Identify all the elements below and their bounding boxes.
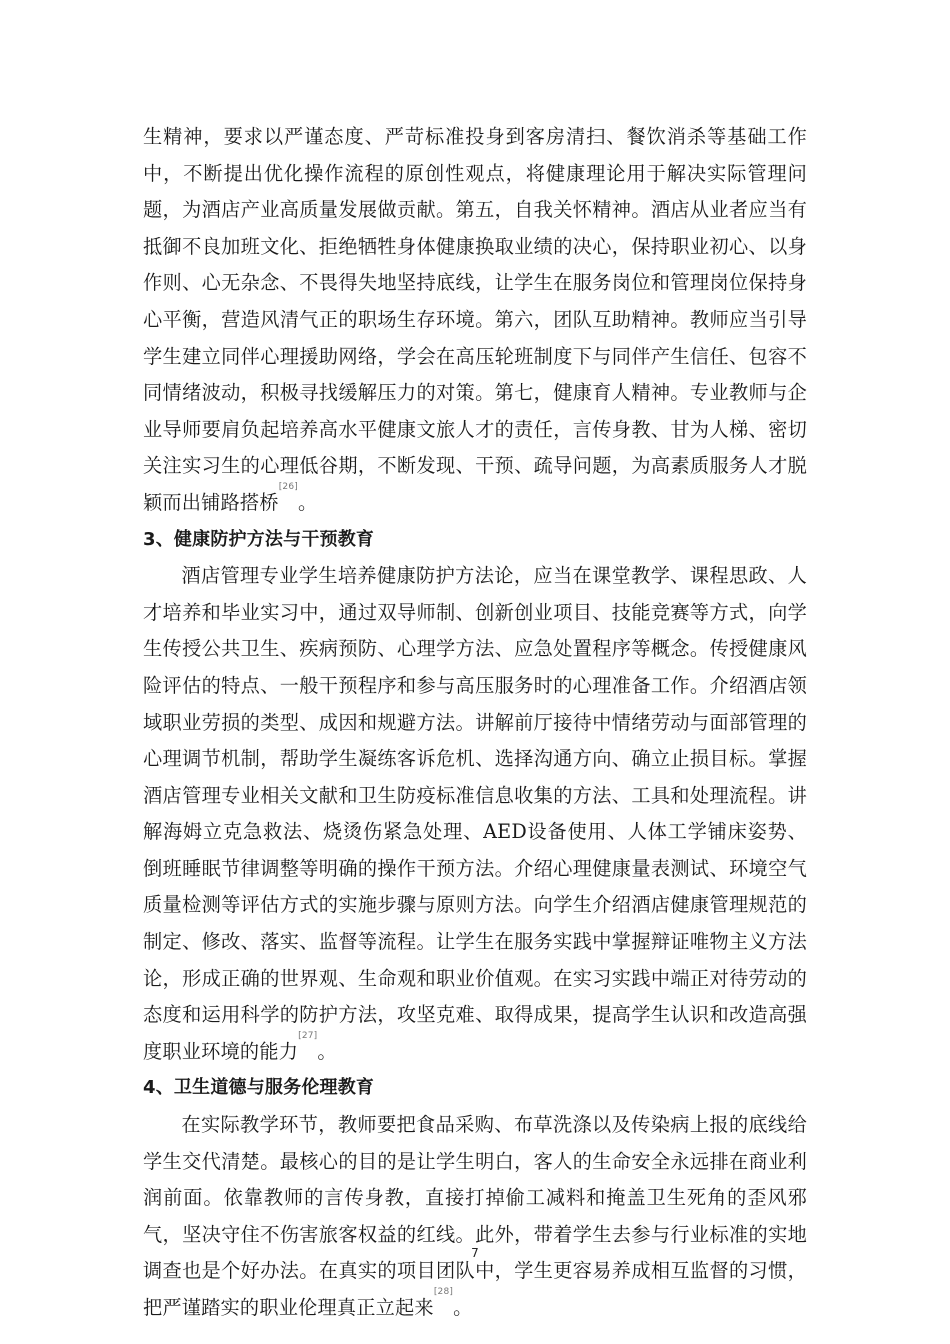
citation-ref: [26] (278, 481, 298, 492)
section-heading-4: 4、卫生道德与服务伦理教育 (143, 1077, 375, 1099)
paragraph-text: 在实际教学环节，教师要把食品采购、布草洗涤以及传染病上报的底线给学生交代清楚。最核心的目的是让学生明白，客人的生命安全永远排在商业利润前面。依靠教师的言传身教，直接打掉偷工减料和掩盖卫生死角的歪风邪气，坚决守住不伤害旅客权益的红线。此外，带着学生去参与行业标准的实地调查也是个好办法。在真实的项目团队中，学生更容易养成相互监督的习惯，把严谨踏实的职业伦理真正立起来 (143, 1113, 807, 1319)
paragraph-continued (143, 119, 807, 522)
paragraph-end-punct: 。 (317, 1039, 337, 1063)
page-content (143, 119, 807, 1327)
page-number: 7 (471, 1246, 479, 1260)
section-heading-3: 3、健康防护方法与干预教育 (143, 528, 375, 550)
paragraph-end-punct: 。 (453, 1296, 473, 1319)
paragraph-hygiene-ethics (143, 1107, 807, 1327)
paragraph-end-punct: 。 (298, 490, 318, 514)
paragraph-text: 酒店管理专业学生培养健康防护方法论，应当在课堂教学、课程思政、人才培养和毕业实习中，通过双导师制、创新创业项目、技能竞赛等方式，向学生传授公共卫生、疾病预防、心理学方法、应急处置程序等概念。传授健康风险评估的特点、一般干预程序和参与高压服务时的心理准备工作。介绍酒店领域职业劳损的类型、成因和规避方法。讲解前厅接待中情绪劳动与面部管理的心理调节机制，帮助学生凝练客诉危机、选择沟通方向、确立止损目标。掌握酒店管理专业相关文献和卫生防疫标准信息收集的方法、工具和处理流程。讲解海姆立克急救法、烧烫伤紧急处理、AED设备使用、人体工学铺床姿势、倒班睡眠节律调整等明确的操作干预方法。介绍心理健康量表测试、环境空气质量检测等评估方式的实施步骤与原则方法。向学生介绍酒店健康管理规范的制定、修改、落实、监督等流程。让学生在服务实践中掌握辩证唯物主义方法论，形成正确的世界观、生命观和职业价值观。在实习实践中端正对待劳动的态度和运用科学的防护方法，攻坚克难、取得成果，提高学生认识和改造高强度职业环境的能力 (143, 564, 807, 1063)
paragraph-health-protection (143, 558, 807, 1070)
citation-ref: [28] (433, 1287, 454, 1297)
citation-ref: [27] (298, 1030, 318, 1041)
paragraph-text: 生精神，要求以严谨态度、严苛标准投身到客房清扫、餐饮消杀等基础工作中，不断提出优化操作流程的原创性观点，将健康理论用于解决实际管理问题，为酒店产业高质量发展做贡献。第五，自我关怀精神。酒店从业者应当有抵御不良加班文化、拒绝牺牲身体健康换取业绩的决心，保持职业初心、以身作则、心无杂念、不畏得失地坚持底线，让学生在服务岗位和管理岗位保持身心平衡，营造风清气正的职场生存环境。第六，团队互助精神。教师应当引导学生建立同伴心理援助网络，学会在高压轮班制度下与同伴产生信任、包容不同情绪波动，积极寻找缓解压力的对策。第七，健康育人精神。专业教师与企业导师要肩负起培养高水平健康文旅人才的责任，言传身教、甘为人梯、密切关注实习生的心理低谷期，不断发现、干预、疏导问题，为高素质服务人才脱颖而出铺路搭桥 (143, 125, 807, 514)
